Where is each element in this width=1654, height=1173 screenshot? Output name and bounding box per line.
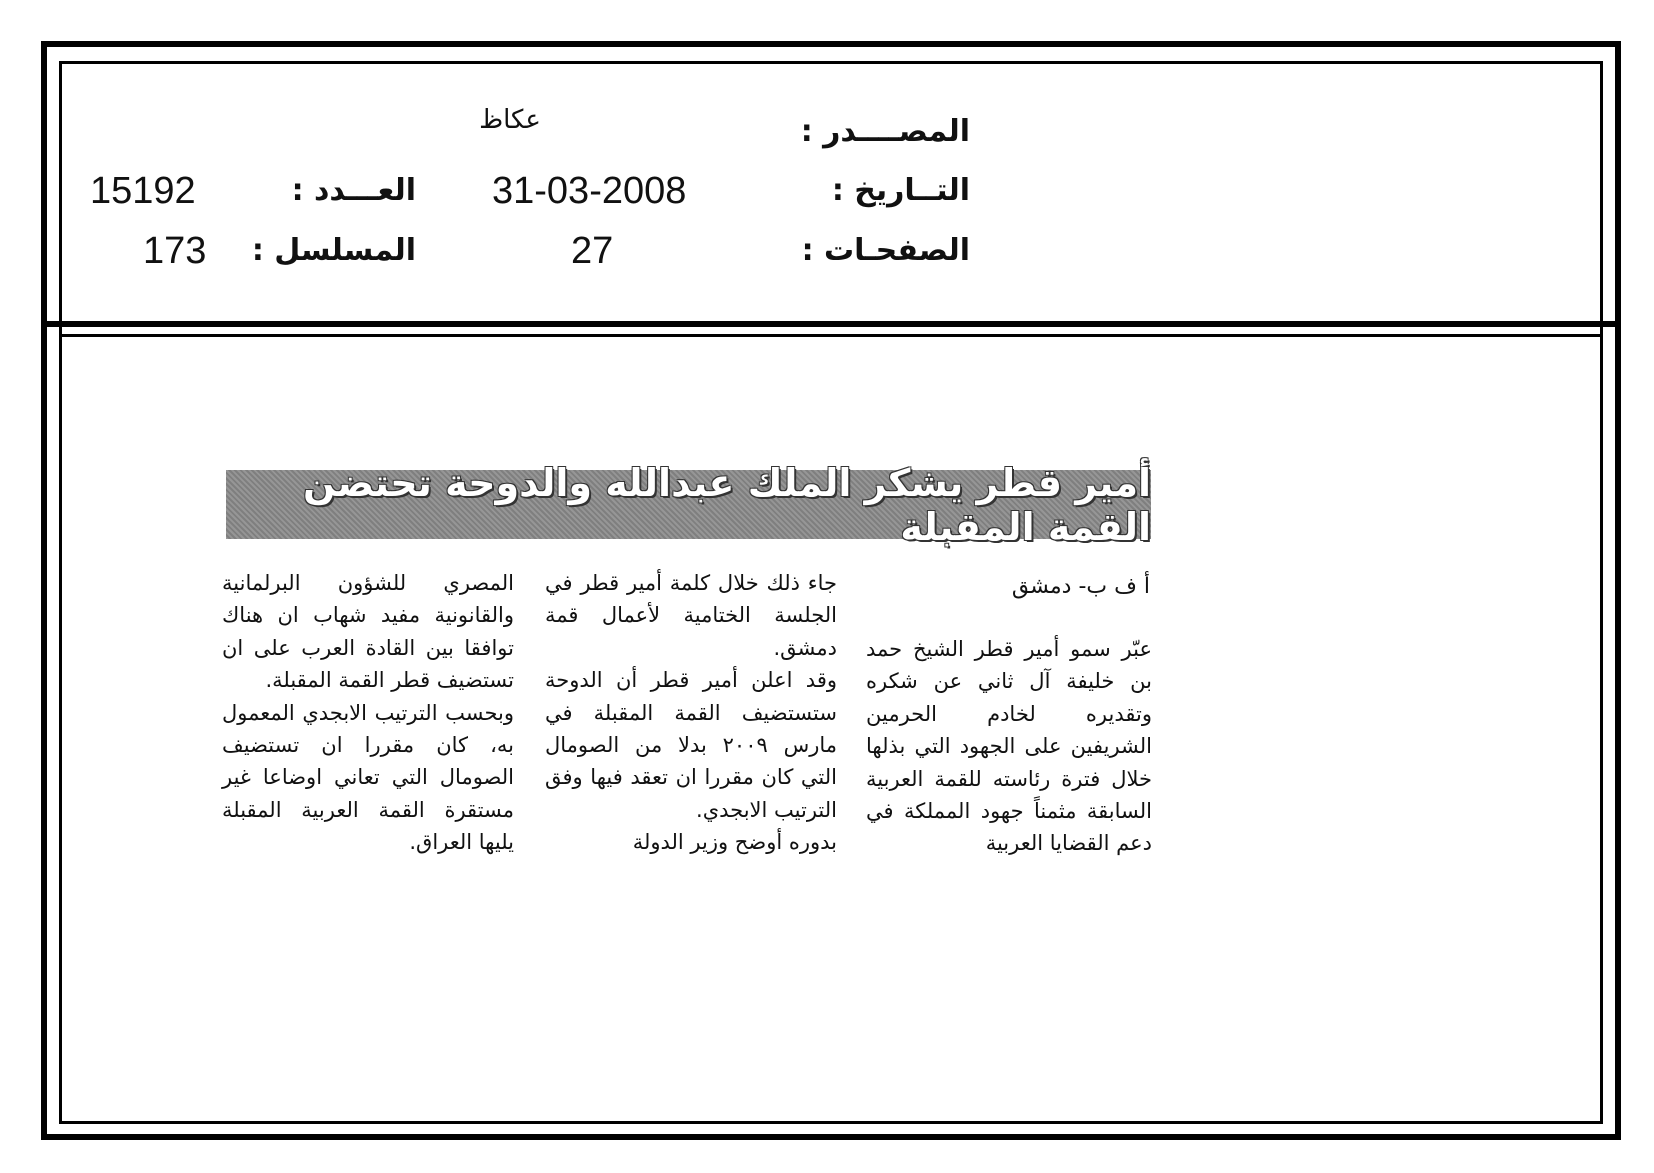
source-value: عكاظ <box>479 105 541 135</box>
pages-label: الصفحـات : <box>801 233 970 268</box>
article-paragraph: عبّر سمو أمير قطر الشيخ حمد بن خليفة آل ثاني عن شكره وتقديره لخادم الحرمين الشريفين على الجهود التي بذلها خلال فترة رئاسته للقمة العربية السابقة مثمناً جهود المملكة في دعم القضايا العربية <box>866 637 1152 856</box>
article-column-2 <box>545 567 837 859</box>
serial-label: المسلسل : <box>251 233 416 268</box>
article-paragraph: وبحسب الترتيب الابجدي المعمول به، كان مقررا ان تستضيف الصومال التي تعاني اوضاعا غير مستقرة القمة العربية المقبلة يليها العراق. <box>222 700 514 855</box>
article-paragraph: وقد اعلن أمير قطر أن الدوحة ستستضيف القمة المقبلة في مارس ٢٠٠٩ بدلا من الصومال التي كان مقررا ان تعقد فيها وفق الترتيب الابجدي. <box>545 668 837 822</box>
article-column-3 <box>222 567 514 859</box>
source-label: المصــــدر : <box>800 114 970 149</box>
article-paragraph: جاء ذلك خلال كلمة أمير قطر في الجلسة الختامية لأعمال قمة دمشق. <box>545 571 837 660</box>
header-divider <box>44 321 1618 327</box>
article-paragraph: بدوره أوضح وزير الدولة <box>632 830 837 855</box>
date-label: التــاريخ : <box>831 173 970 208</box>
header-divider-inner <box>59 334 1603 337</box>
pages-value: 27 <box>571 230 614 272</box>
article-headline-banner <box>226 460 1151 549</box>
date-value: 31-03-2008 <box>492 170 687 212</box>
article-headline: أمير قطر يشكر الملك عبدالله والدوحة تحتضن القمة المقبلة <box>303 460 1151 549</box>
issue-value: 15192 <box>90 170 196 212</box>
article-byline: أ ف ب- دمشق <box>1011 574 1150 599</box>
issue-label: العـــدد : <box>291 173 416 208</box>
article-column-1 <box>866 633 1152 860</box>
serial-value: 173 <box>143 230 207 272</box>
article-paragraph: المصري للشؤون البرلمانية والقانونية مفيد شهاب ان هناك توافقا بين القادة العرب على ان تستضيف قطر القمة المقبلة. <box>222 571 514 693</box>
